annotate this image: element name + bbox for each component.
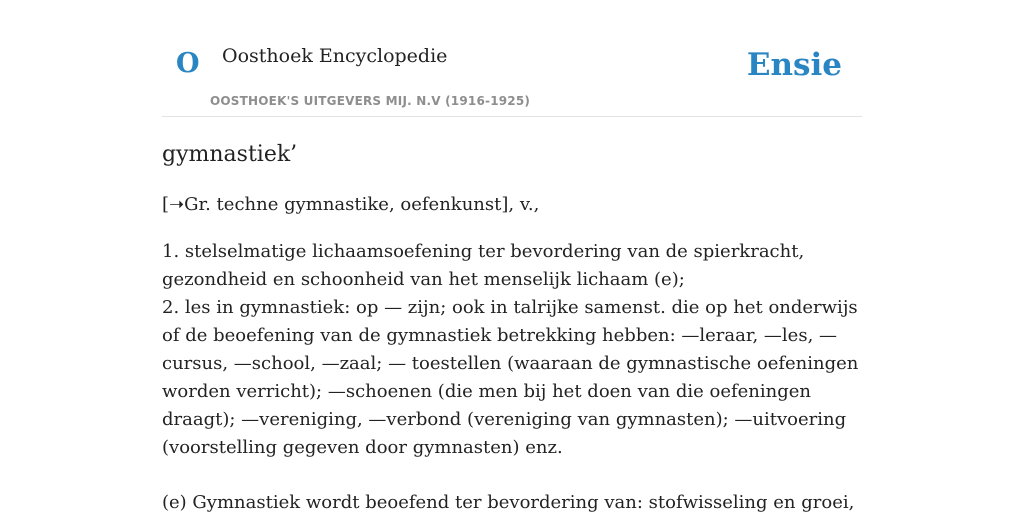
logo-icon[interactable]: O <box>176 48 200 79</box>
entry-content <box>162 140 862 512</box>
brand-logo-link[interactable]: Ensie <box>746 47 842 83</box>
entry-title: gymnastiek’ <box>162 142 298 167</box>
definition-item: 2. les in gymnastiek: op — zijn; ook in talrijke samenst. die op het onderwijs of de beoefening van de gymnastiek betrekking hebben: —leraar, —les, —cursus, —school, —zaal; — toestellen (waaraan de gymnastische oefeningen worden verricht); —schoenen (die men bij het doen van die oefeningen draagt); —vereniging, —verbond (vereniging van gymnasten); —uitvoering (voorstelling gegeven door gymnasten) enz. <box>162 297 859 458</box>
site-title[interactable]: Oosthoek Encyclopedie <box>222 45 448 67</box>
site-header <box>162 0 862 117</box>
definition-item: 1. stelselmatige lichaamsoefening ter bevordering van de spierkracht, gezondheid en schoonheid van het menselijk lichaam (e); <box>162 241 805 290</box>
entry-note: (e) Gymnastiek wordt beoefend ter bevordering van: stofwisseling en groei, <box>162 492 855 512</box>
entry-etymology: [➝Gr. techne gymnastike, oefenkunst], v., <box>162 194 540 215</box>
entry-definitions <box>162 238 862 462</box>
site-subtitle: OOSTHOEK'S UITGEVERS MIJ. N.V (1916-1925) <box>210 94 531 108</box>
